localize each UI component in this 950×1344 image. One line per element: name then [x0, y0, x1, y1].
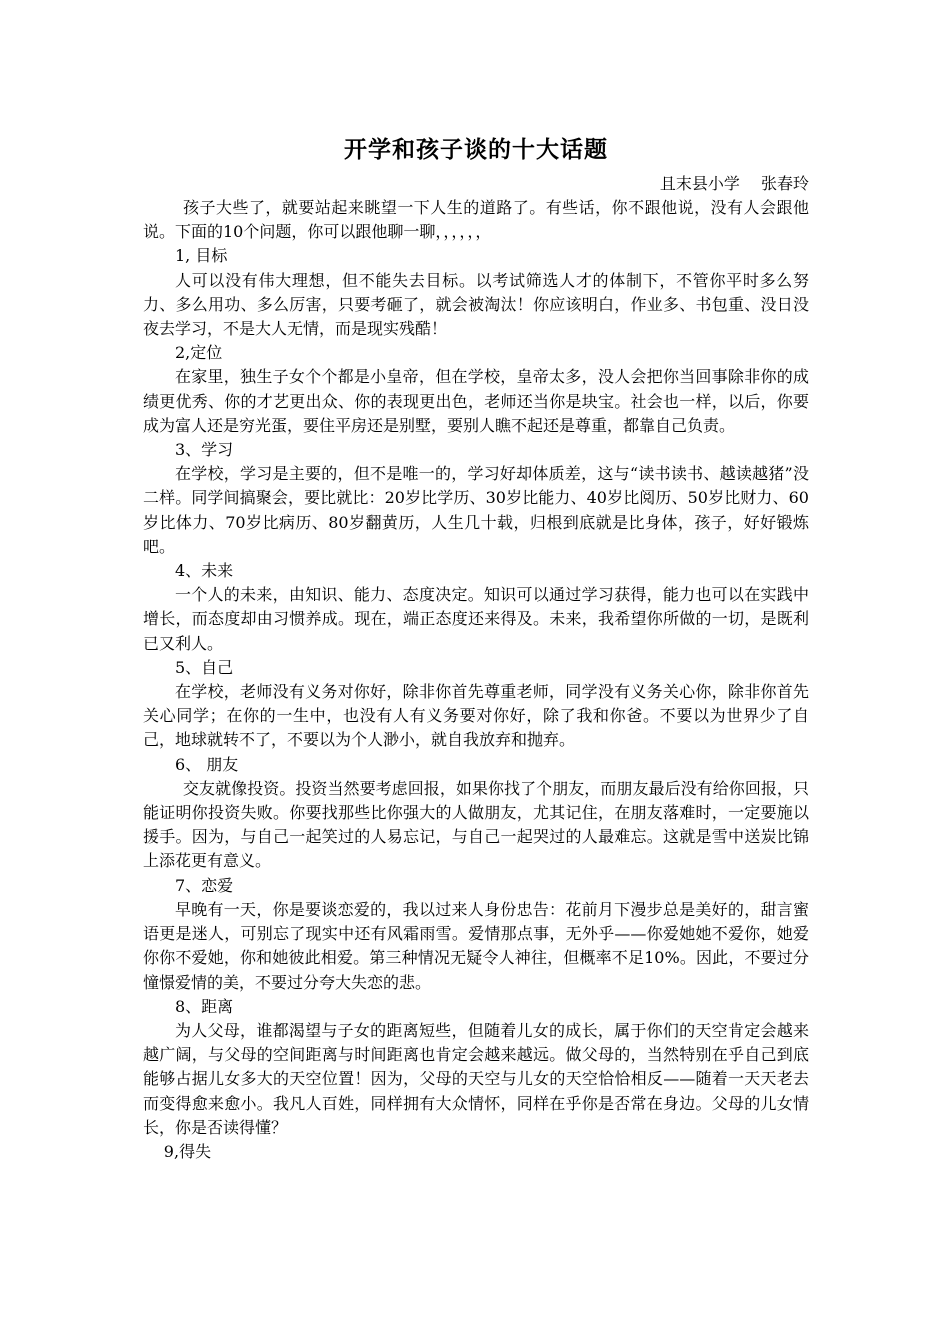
section-paragraph: 早晚有一天，你是要谈恋爱的，我以过来人身份忠告：花前月下漫步总是美好的，甜言蜜语更是迷人，可别忘了现实中还有风霜雨雪。爱情那点事，无外乎——你爱她她不爱你，她爱你你不爱她，你和她彼此相爱。第三种情况无疑令人神往，但概率不足10%。因此，不要过分憧憬爱情的美，不要过分夸大失恋的悲。 [143, 899, 809, 992]
document-title: 开学和孩子谈的十大话题 [344, 137, 608, 163]
section-paragraph: 一个人的未来，由知识、能力、态度决定。知识可以通过学习获得，能力也可以在实践中增长，而态度却由习惯养成。现在，端正态度还来得及。未来，我希望你所做的一切，是既利已又利人。 [143, 585, 809, 653]
section-paragraph: 交友就像投资。投资当然要考虑回报，如果你找了个朋友，而朋友最后没有给你回报，只能证明你投资失败。你要找那些比你强大的人做朋友，尤其记住，在朋友落难时，一定要施以援手。因为，与自己一起笑过的人易忘记，与自己一起哭过的人最难忘。这就是雪中送炭比锦上添花更有意义。 [143, 778, 809, 871]
document-body [143, 196, 809, 1164]
section-heading: 9,得失 [163, 1141, 212, 1161]
document-author: 且末县小学 张春玲 [659, 174, 809, 193]
intro-paragraph: 孩子大些了，就要站起来眺望一下人生的道路了。有些话，你不跟他说，没有人会跟他说。下面的10个问题，你可以跟他聊一聊，，，，，， [143, 198, 809, 242]
section-heading: 8、距离 [175, 996, 234, 1016]
section-heading: 3、学习 [175, 440, 234, 460]
section-paragraph: 在家里，独生子女个个都是小皇帝，但在学校，皇帝太多，没人会把你当回事除非你的成绩更优秀、你的才艺更出众、你的表现更出色，老师还当你是块宝。社会也一样，以后，你要成为富人还是穷光蛋，要住平房还是别墅，要别人瞧不起还是尊重，都靠自己负责。 [143, 367, 809, 435]
section-heading: 2,定位 [175, 343, 223, 363]
section-paragraph: 为人父母，谁都渴望与子女的距离短些，但随着儿女的成长，属于你们的天空肯定会越来越广阔，与父母的空间距离与时间距离也肯定会越来越远。做父母的，当然特别在乎自己到底能够占据儿女多大的天空位置！因为，父母的天空与儿女的天空恰恰相反——随着一天天老去而变得愈来愈小。我凡人百姓，同样拥有大众情怀，同样在乎你是否常在身边。父母的儿女情长，你是否读得懂？ [143, 1020, 809, 1137]
section-heading: 6、 朋友 [175, 754, 239, 774]
section-paragraph: 在学校，学习是主要的，但不是唯一的，学习好却体质差，这与“读书读书、越读越猪”没二样。同学间搞聚会，要比就比：20岁比学历、30岁比能力、40岁比阅历、50岁比财力、60岁比体力、70岁比病历、80岁翻黄历，人生几十载，归根到底就是比身体，孩子，好好锻炼吧。 [143, 464, 809, 556]
section-paragraph: 在学校，老师没有义务对你好，除非你首先尊重老师，同学没有义务关心你，除非你首先关心同学；在你的一生中，也没有人有义务要对你好，除了我和你爸。不要以为世界少了自己，地球就转不了，不要以为个人渺小，就自我放弃和抛弃。 [143, 682, 809, 750]
section-heading: 7、恋爱 [175, 875, 234, 895]
section-heading: 5、自己 [175, 657, 234, 677]
document-page [143, 128, 809, 1164]
section-heading: 1, 目标 [175, 246, 228, 266]
section-heading: 4、未来 [175, 561, 234, 581]
section-paragraph: 人可以没有伟大理想，但不能失去目标。以考试筛选人才的体制下，不管你平时多么努力、多么用功、多么厉害，只要考砸了，就会被淘汰！你应该明白，作业多、书包重、没日没夜去学习，不是大人无情，而是现实残酷！ [143, 270, 809, 339]
